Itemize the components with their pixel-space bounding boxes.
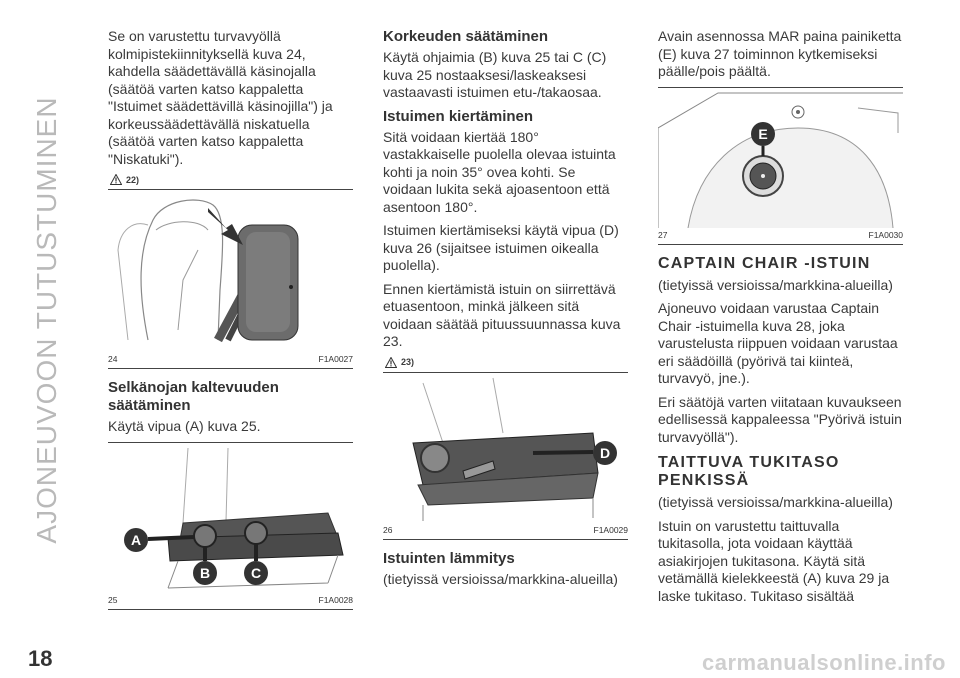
figure-26-number: 26 [383, 524, 393, 535]
figure-25 [108, 442, 353, 610]
figure-26 [383, 372, 628, 540]
intro-paragraph: Se on varustettu turvavyöllä kolmipistekiinnityksellä kuva 24, kahdella säädettävällä käsinojalla (säätöä varten katso kappaletta "Istuimet säädettävillä käsinojilla") ja korkeussäädettävällä niskatuella (säätöä varten katso kappaletta "Niskatuki"). [108, 28, 333, 167]
seat-controls-illustration [108, 443, 353, 593]
paragraph-rotate-1: Sitä voidaan kiertää 180° vastakkaiselle puolella olevaa istuinta kohti ja noin 35° ovea kohti. Se voidaan lukita sekä ajoasentoon että asentoon 180°. [383, 128, 616, 215]
figure-24-number: 24 [108, 354, 118, 364]
paragraph-captain-1: (tietyissä versioissa/markkina-alueilla) [658, 276, 893, 293]
seat-swivel-illustration [383, 373, 628, 523]
side-section-title: AJONEUVOON TUTUSTUMINEN [31, 96, 62, 544]
callout-d: D [599, 444, 611, 461]
seat-belt-illustration [108, 190, 353, 352]
heading-height: Korkeuden säätäminen [383, 28, 549, 45]
column-2 [383, 28, 628, 594]
column-3 [658, 28, 903, 611]
paragraph-heating-2: Avain asennossa MAR paina painiketta (E) kuva 27 toiminnon kytkemiseksi päälle/pois päältä. [658, 28, 902, 79]
heading-backrest: Selkänojan kaltevuuden säätäminen [108, 379, 279, 414]
paragraph-rotate-2: Istuimen kiertämiseksi käytä vipua (D) kuva 26 (sijaitsee istuimen oikealla puolella). [383, 222, 619, 273]
heading-captain-chair: CAPTAIN CHAIR -ISTUIN [658, 254, 871, 272]
figure-25-code: F1A0028 [318, 594, 353, 605]
figure-27 [658, 87, 903, 245]
callout-e: E [758, 125, 768, 142]
warning-icon [110, 174, 122, 185]
heading-rotate: Istuimen kiertäminen [383, 107, 534, 125]
heating-button-illustration [658, 88, 903, 228]
heading-heating: Istuinten lämmitys [383, 549, 515, 567]
paragraph-captain-2: Ajoneuvo voidaan varustaa Captain Chair -istuimella kuva 28, joka varustelusta riippuen voidaan varustaa eri säädöillä (pyörivä tai kiinteä, turvavyö, jne.). [658, 300, 898, 386]
callout-b: B [199, 564, 211, 581]
callout-a: A [130, 531, 142, 548]
paragraph-backrest: Käytä vipua (A) kuva 25. [108, 418, 261, 434]
callout-c: C [250, 564, 262, 581]
paragraph-height: Käytä ohjaimia (B) kuva 25 tai C (C) kuva 25 nostaaksesi/laskeaksesi vastaavasti istuimen etu-/takaosaa. [383, 49, 607, 100]
page-number: 18 [28, 646, 53, 671]
warning-ref: 23) [385, 357, 628, 368]
paragraph-heating: (tietyissä versioissa/markkina-alueilla) [383, 570, 618, 587]
figure-24 [108, 189, 353, 369]
figure-25-number: 25 [108, 594, 118, 605]
heading-folding-table: TAITTUVA TUKITASO PENKISSÄ [658, 454, 840, 489]
figure-24-code: F1A0027 [318, 354, 353, 364]
figure-27-number: 27 [658, 229, 668, 240]
warning-ref: 22) [110, 174, 353, 185]
figure-27-code: F1A0030 [868, 229, 903, 240]
paragraph-rotate-3: Ennen kiertämistä istuin on siirrettävä etuasentoon, minkä jälkeen sitä voidaan säätää pituussuunnassa kuva 23. [383, 280, 621, 349]
column-1 [108, 28, 353, 620]
paragraph-folding-2: Istuin on varustettu taittuvalla tukitasolla, jota voidaan käyttää asiakirjojen tukitasona. Käytä sitä vetämällä kielekkeestä (A) kuva 29 ja laske tukitaso. Tukitaso sisältää [658, 517, 890, 604]
warning-icon [385, 357, 397, 368]
figure-26-code: F1A0029 [593, 524, 628, 535]
paragraph-captain-3: Eri säätöjä varten viitataan kuvaukseen edellisessä kappaleessa "Pyörivä istuin turvavyöllä"). [658, 393, 902, 445]
paragraph-folding-1: (tietyissä versioissa/markkina-alueilla) [658, 494, 893, 510]
watermark: carmanualsonline.info [702, 650, 946, 675]
